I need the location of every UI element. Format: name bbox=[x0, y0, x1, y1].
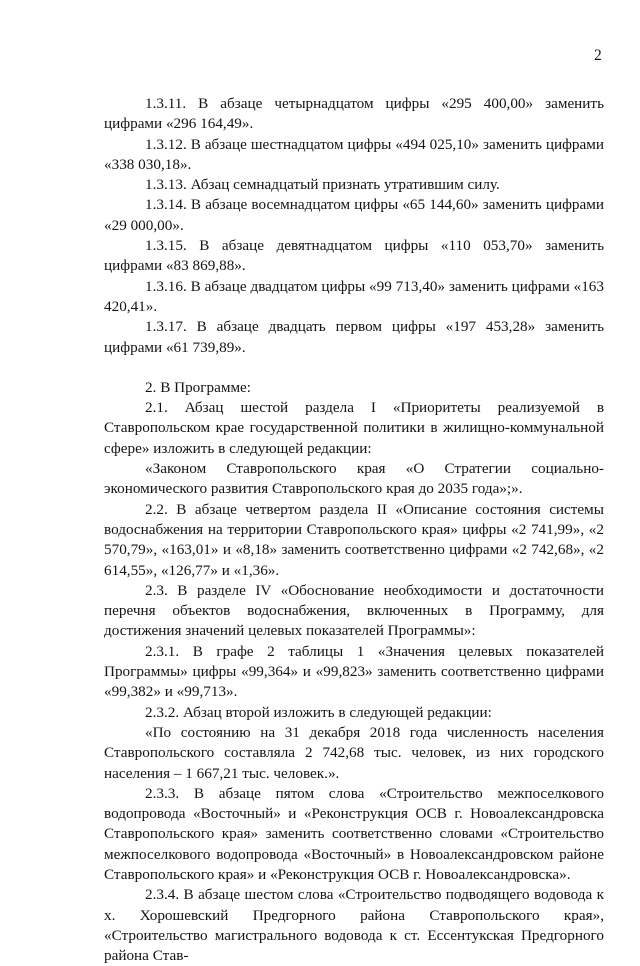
paragraph-1-3-11: 1.3.11. В абзаце четырнадцатом цифры «295 400,00» заменить цифрами «296 164,49». bbox=[104, 95, 604, 133]
paragraph-1-3-14: 1.3.14. В абзаце восемнадцатом цифры «65 144,60» заменить цифрами «29 000,00». bbox=[104, 196, 604, 234]
paragraph-2-3-4: 2.3.4. В абзаце шестом слова «Строительство подводящего водовода к х. Хорошевский Предгорного района Ставропольского края», «Строительство магистрального водовода к ст. Ессентукская Предгорного района Став- bbox=[104, 886, 604, 965]
section-2-heading: 2. В Программе: bbox=[145, 378, 252, 396]
page-number: 2 bbox=[594, 47, 602, 64]
paragraph-2-1-quote: «Законом Ставропольского края «О Стратегии социально-экономического развития Ставропольского края до 2035 года»;». bbox=[104, 460, 604, 498]
paragraph-2-3-1: 2.3.1. В графе 2 таблицы 1 «Значения целевых показателей Программы» цифры «99,364» и «99,823» заменить соответственно цифрами «99,382» и «99,713». bbox=[104, 642, 604, 701]
paragraph-1-3-13: 1.3.13. Абзац семнадцатый признать утратившим силу. bbox=[145, 176, 500, 194]
paragraph-1-3-16: 1.3.16. В абзаце двадцатом цифры «99 713,40» заменить цифрами «163 420,41». bbox=[104, 277, 604, 315]
paragraph-2-3-2: 2.3.2. Абзац второй изложить в следующей редакции: bbox=[145, 703, 492, 721]
paragraph-1-3-15: 1.3.15. В абзаце девятнадцатом цифры «110 053,70» заменить цифрами «83 869,88». bbox=[104, 237, 604, 275]
paragraph-2-3-2-quote: «По состоянию на 31 декабря 2018 года численность населения Ставропольского составляла 2 742,68 тыс. человек, из них городского населения – 1 667,21 тыс. человек.». bbox=[104, 723, 604, 782]
paragraph-2-3-3: 2.3.3. В абзаце пятом слова «Строительство межпоселкового водопровода «Восточный» и «Реконструкция ОСВ г. Новоалександровска Ставропольского края» заменить соответственно словами «Строительство межпоселкового водопровода «Восточный» в Новоалександровском районе Ставропольского края» и «Реконструкция ОСВ г. Новоалександровска». bbox=[104, 784, 604, 883]
paragraph-1-3-17: 1.3.17. В абзаце двадцать первом цифры «197 453,28» заменить цифрами «61 739,89». bbox=[104, 318, 604, 356]
paragraph-2-1: 2.1. Абзац шестой раздела I «Приоритеты реализуемой в Ставропольском крае государственной политики в жилищно-коммунальной сфере» изложить в следующей редакции: bbox=[104, 399, 604, 457]
paragraph-2-2: 2.2. В абзаце четвертом раздела II «Описание состояния системы водоснабжения на территории Ставропольского края» цифры «2 741,99», «2 570,79», «163,01» и «8,18» заменить соответственно цифрами «2 742,68», «2 614,55», «126,77» и «1,36». bbox=[104, 500, 604, 579]
document-body bbox=[104, 94, 604, 966]
paragraph-2-3: 2.3. В разделе IV «Обоснование необходимости и достаточности перечня объектов водоснабжения, включенных в Программу, для достижения значений целевых показателей Программы»: bbox=[104, 581, 604, 640]
paragraph-1-3-12: 1.3.12. В абзаце шестнадцатом цифры «494 025,10» заменить цифрами «338 030,18». bbox=[104, 135, 604, 173]
